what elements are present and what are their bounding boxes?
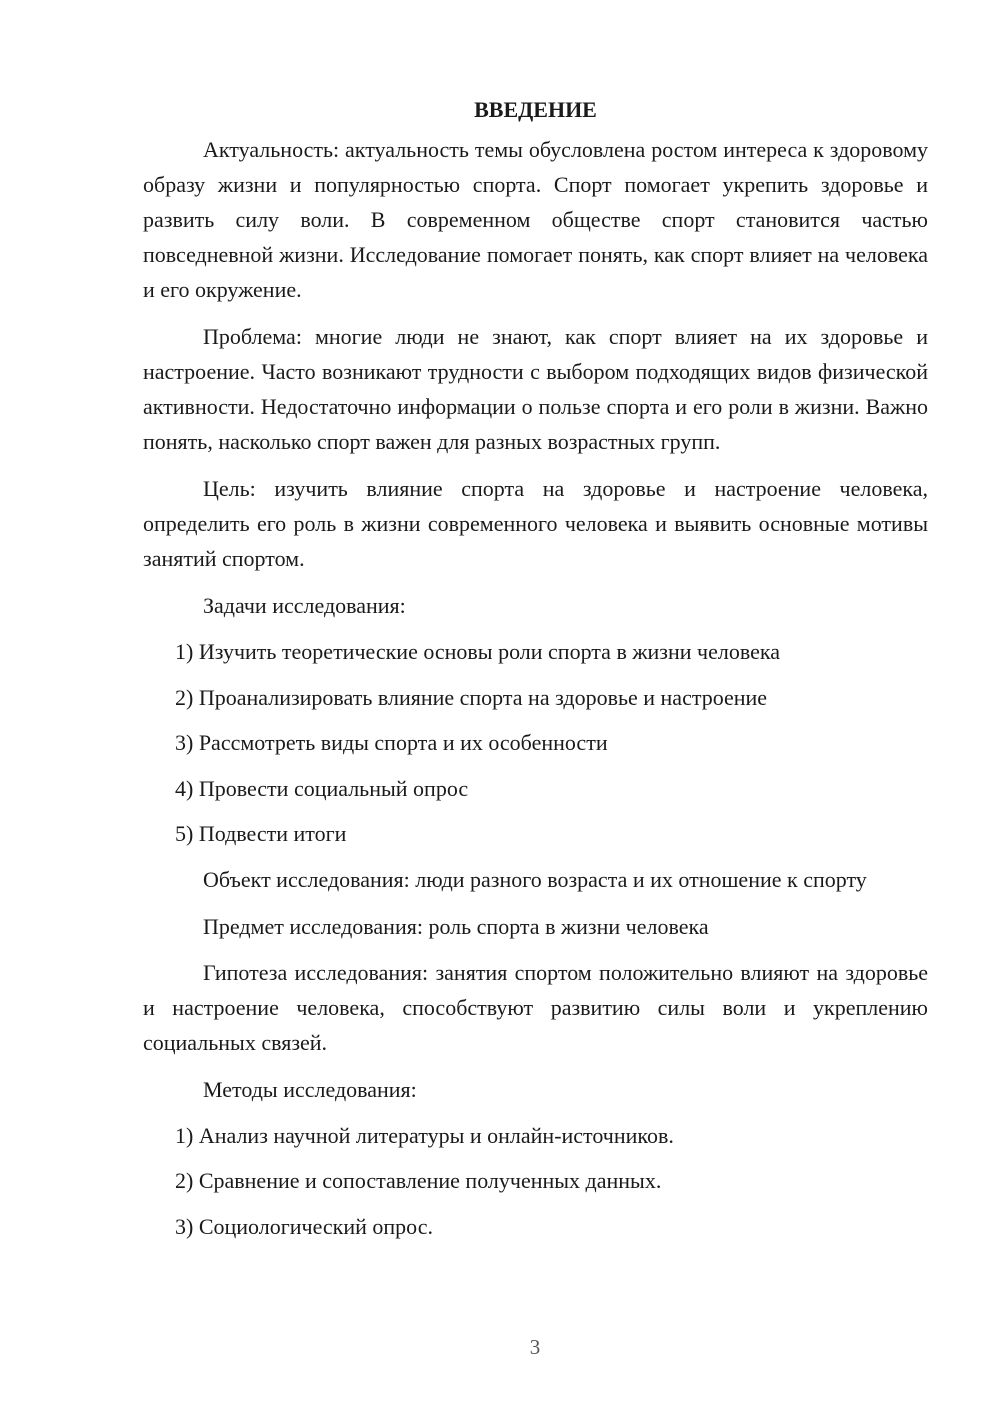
tasks-list <box>143 634 928 851</box>
methods-title: Методы исследования: <box>203 1076 417 1102</box>
list-item: 3) Рассмотреть виды спорта и их особенности <box>175 730 608 755</box>
list-item: 1) Изучить теоретические основы роли спорта в жизни человека <box>175 639 780 664</box>
list-item: 4) Провести социальный опрос <box>175 775 469 801</box>
subject-paragraph: Предмет исследования: роль спорта в жизни человека <box>203 913 709 939</box>
hypothesis-paragraph: Гипотеза исследования: занятия спортом положительно влияют на здоровье и настроение человека, способствуют развитию силы воли и укреплению социальных связей. <box>143 959 928 1055</box>
list-item: 5) Подвести итоги <box>175 821 347 846</box>
list-item: 1) Анализ научной литературы и онлайн-источников. <box>175 1122 674 1148</box>
list-item: 2) Сравнение и сопоставление полученных данных. <box>175 1168 662 1193</box>
list-item: 3) Социологический опрос. <box>175 1213 433 1239</box>
tasks-title: Задачи исследования: <box>203 593 406 618</box>
methods-list <box>143 1118 928 1244</box>
object-paragraph: Объект исследования: люди разного возраста и их отношение к спорту <box>203 866 867 892</box>
page-number: 3 <box>529 1335 541 1359</box>
relevance-paragraph: Актуальность: актуальность темы обусловлена ростом интереса к здоровому образу жизни и популярностью спорта. Спорт помогает укрепить здоровье и развить силу воли. В современном обществе спорт становится частью повседневной жизни. Исследование помогает понять, как спорт влияет на человека и его окружение. <box>143 137 928 302</box>
document-body <box>143 92 928 1254</box>
problem-paragraph: Проблема: многие люди не знают, как спорт влияет на их здоровье и настроение. Часто возникают трудности с выбором подходящих видов физической активности. Недостаточно информации о пользе спорта и его роли в жизни. Важно понять, насколько спорт важен для разных возрастных групп. <box>143 324 928 454</box>
page-title: ВВЕДЕНИЕ <box>474 97 597 122</box>
list-item: 2) Проанализировать влияние спорта на здоровье и настроение <box>175 684 768 710</box>
goal-paragraph: Цель: изучить влияние спорта на здоровье и настроение человека, определить его роль в жизни современного человека и выявить основные мотивы занятий спортом. <box>143 476 928 571</box>
